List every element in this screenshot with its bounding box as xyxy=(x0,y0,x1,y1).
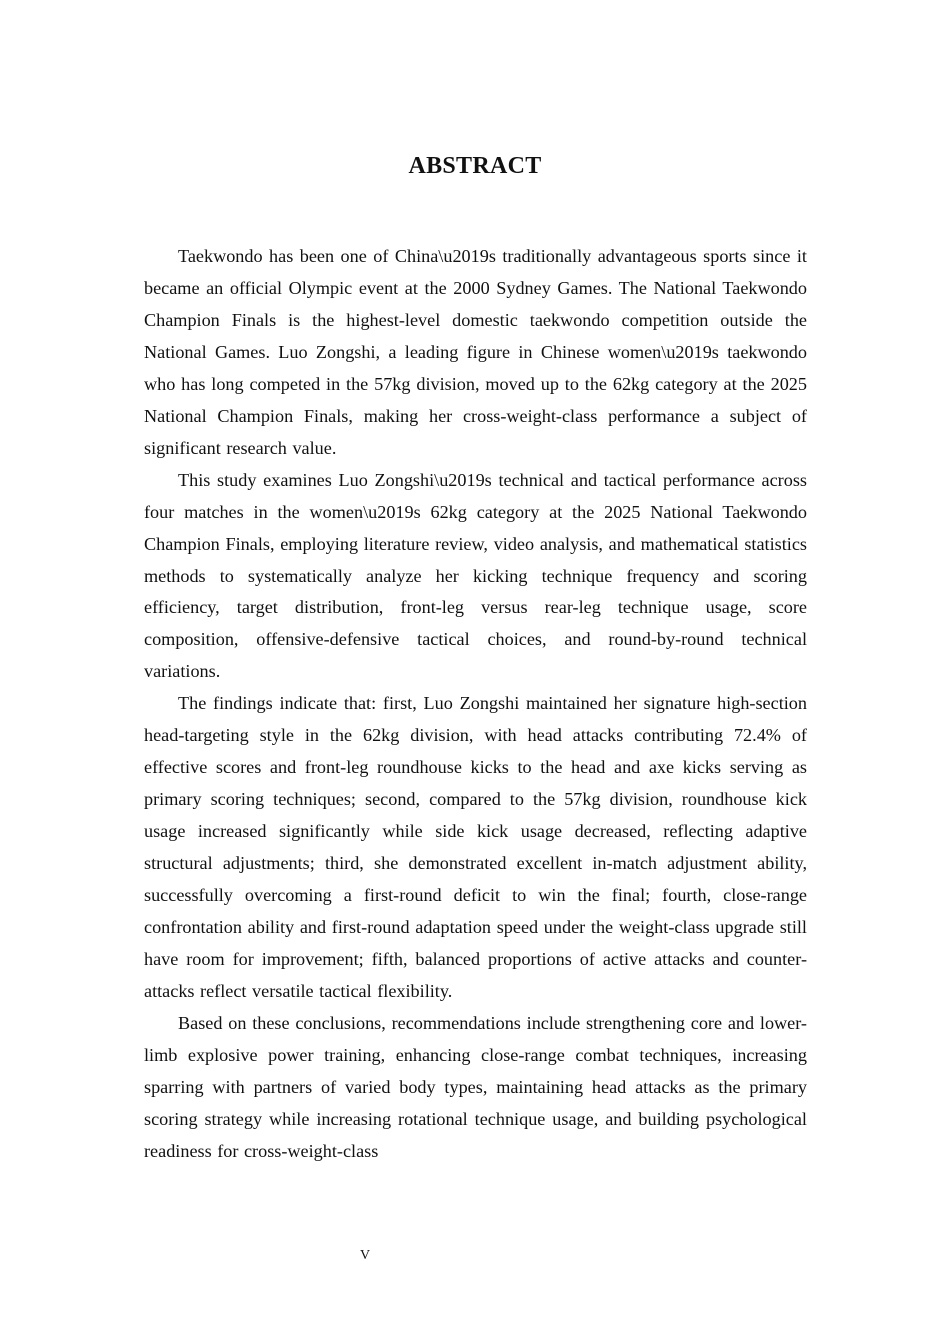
abstract-body xyxy=(144,241,807,1168)
abstract-title: ABSTRACT xyxy=(408,153,542,179)
abstract-paragraph-4: Based on these conclusions, recommendations include strengthening core and lower-limb explosive power training, enhancing close-range combat techniques, increasing sparring with partners of varied body types, maintaining head attacks as the primary scoring strategy while increasing rotational technique usage, and building psychological readiness for cross-weight-class xyxy=(144,1012,807,1161)
abstract-paragraph-3: The findings indicate that: first, Luo Zongshi maintained her signature high-section head-targeting style in the 62kg division, with head attacks contributing 72.4% of effective scores and front-leg roundhouse kicks to the head and axe kicks serving as primary scoring techniques; second, compared to the 57kg division, roundhouse kick usage increased significantly while side kick usage decreased, reflecting adaptive structural adjustments; third, she demonstrated excellent in-match adjustment ability, successfully overcoming a first-round deficit to win the final; fourth, close-range confrontation ability and first-round adaptation speed under the weight-class upgrade still have room for improvement; fifth, balanced proportions of active attacks and counter-attacks reflect versatile tactical flexibility. xyxy=(144,693,807,1001)
page-number: V xyxy=(359,1248,371,1263)
abstract-paragraph-2: This study examines Luo Zongshi\u2019s technical and tactical performance across four matches in the women\u2019s 62kg category at the 2025 National Taekwondo Champion Finals, employing literature review, video analysis, and mathematical statistics methods to systematically analyze her kicking technique frequency and scoring efficiency, target distribution, front-leg versus rear-leg technique usage, score composition, offensive-defensive tactical choices, and round-by-round technical variations. xyxy=(144,469,807,682)
abstract-paragraph-1: Taekwondo has been one of China\u2019s traditionally advantageous sports since it became an official Olympic event at the 2000 Sydney Games. The National Taekwondo Champion Finals is the highest-level domestic taekwondo competition outside the National Games. Luo Zongshi, a leading figure in Chinese women\u2019s taekwondo who has long competed in the 57kg division, moved up to the 62kg category at the 2025 National Champion Finals, making her cross-weight-class performance a subject of significant research value. xyxy=(144,246,807,458)
